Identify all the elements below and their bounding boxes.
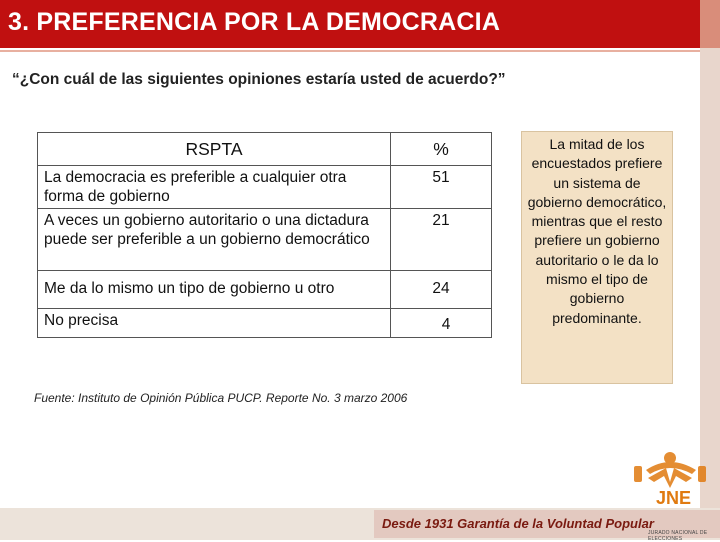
- jne-logo: [626, 448, 720, 508]
- row-label: A veces un gobierno autoritario o una dictadura puede ser preferible a un gobierno democrático: [38, 209, 391, 271]
- survey-question: “¿Con cuál de las siguientes opiniones estaría usted de acuerdo?”: [12, 71, 506, 88]
- source-note: Fuente: Instituto de Opinión Pública PUCP. Reporte No. 3 marzo 2006: [34, 391, 408, 405]
- title-bar: [0, 0, 700, 48]
- table-row: [38, 309, 492, 338]
- table-header-row: [38, 133, 492, 166]
- logo-subtext: JURADO NACIONAL DE ELECCIONES: [648, 530, 708, 542]
- header-percent: %: [391, 133, 492, 166]
- table-row: [38, 271, 492, 309]
- header-rspta: RSPTA: [38, 133, 391, 166]
- row-value: 4: [391, 309, 492, 338]
- jne-emblem-icon: [626, 448, 720, 508]
- row-value: 24: [391, 271, 492, 309]
- table-row: [38, 166, 492, 209]
- slide-title: 3. PREFERENCIA POR LA DEMOCRACIA: [8, 8, 501, 36]
- footer-slogan: Desde 1931 Garantía de la Voluntad Popular: [382, 516, 654, 531]
- row-value: 51: [391, 166, 492, 209]
- row-label: Me da lo mismo un tipo de gobierno u otro: [38, 271, 391, 309]
- row-label: No precisa: [38, 309, 391, 338]
- footer-band: [0, 508, 720, 540]
- logo-text: JNE: [656, 488, 692, 508]
- row-label: La democracia es preferible a cualquier otra forma de gobierno: [38, 166, 391, 209]
- row-value: 21: [391, 209, 492, 271]
- right-stripe-top: [700, 0, 720, 48]
- table-row: [38, 209, 492, 271]
- results-table: [37, 132, 492, 338]
- summary-box: La mitad de los encuestados prefiere un sistema de gobierno democrático, mientras que el resto prefiere un gobierno autoritario o le da lo mismo el tipo de gobierno predominante.: [521, 131, 673, 384]
- title-separator: [0, 50, 700, 52]
